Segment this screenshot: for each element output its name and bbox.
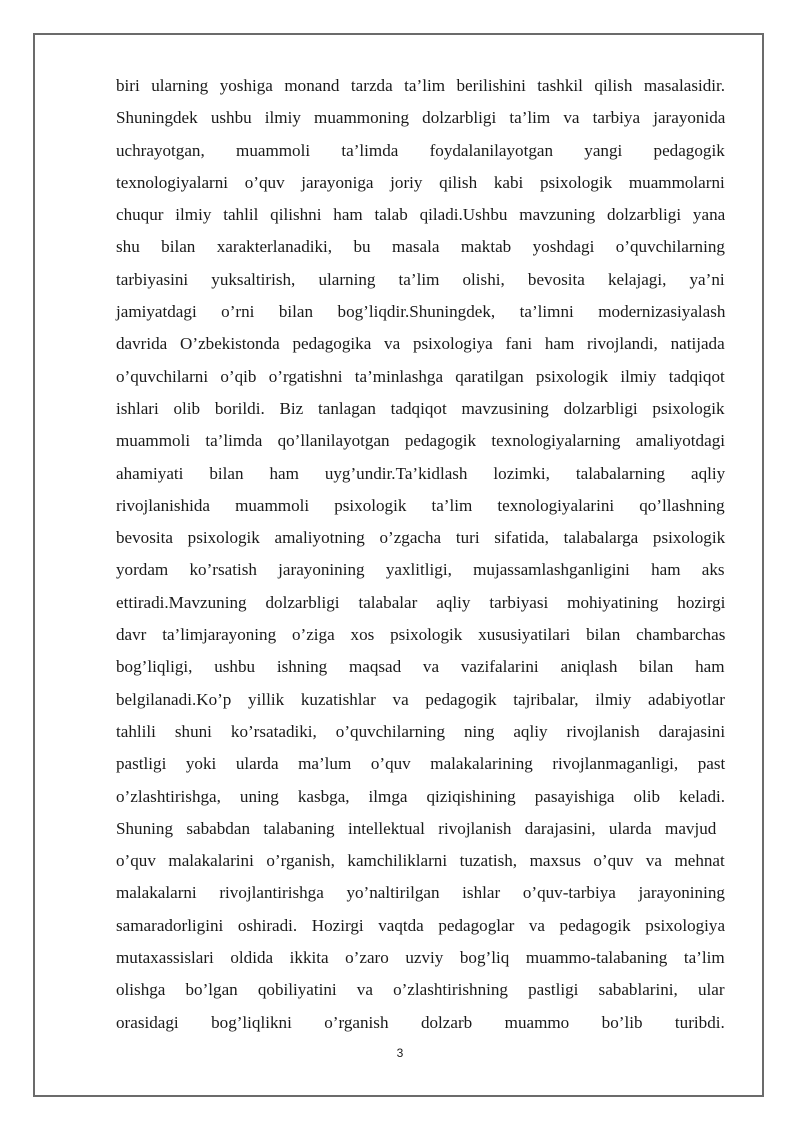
text-line-1: biri ularning yoshiga monand tarzda ta’lim berilishini tashkil qilish masalasidir. (116, 76, 726, 95)
text-line-15: bevosita psixologik amaliyotning o’zgacha turi sifatida, talabalarga psixologik (116, 528, 726, 548)
text-line-16: yordam ko’rsatish jarayonining yaxlitligi, mujassamlashganligini ham aks (116, 560, 725, 580)
text-line-17: ettiradi.Mavzuning dolzarbligi talabalar aqliy tarbiyasi mohiyatining hozirgi (116, 592, 726, 612)
text-line-6: shu bilan xarakterlanadiki, bu masala maktab yoshdagi o’quvchilarning (116, 237, 725, 257)
text-line-26: malakalarni rivojlantirishga yo’naltirilgan ishlar o’quv-tarbiya jarayonining (116, 883, 725, 903)
text-line-13: ahamiyati bilan ham uyg’undir.Ta’kidlash lozimki, talabalarning aqliy (116, 463, 726, 483)
text-line-30: orasidagi bog’liqlikni o’rganish dolzarb muammo bo’lib turibdi. (116, 1012, 725, 1032)
text-line-12: muammoli ta’limda qo’llanilayotgan pedagogik texnologiyalarning amaliyotdagi (116, 431, 725, 451)
body-text (116, 70, 725, 1039)
text-line-29: olishga bo’lgan qobiliyatini va o’zlashtirishning pastligi sabablarini, ular (116, 980, 725, 1000)
text-line-20: belgilanadi.Ko’p yillik kuzatishlar va pedagogik tajribalar, ilmiy adabiyotlar (116, 689, 725, 709)
text-line-10: o’quvchilarni o’qib o’rgatishni ta’minlashga qaratilgan psixologik ilmiy tadqiqot (116, 366, 725, 386)
text-line-18: davr ta’limjarayoning o’ziga xos psixologik xususiyatilari bilan chambarchas (116, 625, 726, 645)
text-line-5: chuqur ilmiy tahlil qilishni ham talab qiladi.Ushbu mavzuning dolzarbligi yana (116, 205, 726, 225)
text-line-24: Shuning sababdan talabaning intellektual rivojlanish darajasini, ularda mavjud (116, 818, 717, 838)
text-line-9: davrida O’zbekistonda pedagogika va psixologiya fani ham rivojlandi, natijada (116, 334, 725, 354)
text-line-23: o’zlashtirishga, uning kasbga, ilmga qiziqishining pasayishiga olib keladi. (116, 786, 726, 806)
text-line-21: tahlili shuni ko’rsatadiki, o’quvchilarning ning aqliy rivojlanish darajasini (116, 721, 726, 741)
page-number: 3 (396, 1046, 404, 1060)
text-line-22: pastligi yoki ularda ma’lum o’quv malakalarining rivojlanmaganligi, past (116, 754, 726, 774)
text-line-7: tarbiyasini yuksaltirish, ularning ta’lim olishi, bevosita kelajagi, ya’ni (116, 269, 725, 289)
text-line-28: mutaxassislari oldida ikkita o’zaro uzviy bog’liq muammo-talabaning ta’lim (116, 948, 725, 968)
text-line-14: rivojlanishida muammoli psixologik ta’lim texnologiyalarini qo’llashning (116, 495, 725, 515)
text-line-19: bog’liqligi, ushbu ishning maqsad va vazifalarini aniqlash bilan ham (116, 657, 725, 677)
text-line-8: jamiyatdagi o’rni bilan bog’liqdir.Shuningdek, ta’limni modernizasiyalash (116, 302, 726, 322)
text-line-25: o’quv malakalarini o’rganish, kamchiliklarni tuzatish, maxsus o’quv va mehnat (116, 851, 725, 871)
text-line-2: Shuningdek ushbu ilmiy muammoning dolzarbligi ta’lim va tarbiya jarayonida (116, 108, 726, 128)
text-line-3: uchrayotgan, muammoli ta’limda foydalanilayotgan yangi pedagogik (116, 140, 725, 160)
text-line-27: samaradorligini oshiradi. Hozirgi vaqtda pedagoglar va pedagogik psixologiya (116, 915, 726, 935)
text-line-4: texnologiyalarni o’quv jarayoniga joriy qilish kabi psixologik muammolarni (116, 172, 725, 192)
text-line-11: ishlari olib borildi. Biz tanlagan tadqiqot mavzusining dolzarbligi psixologik (116, 398, 725, 418)
